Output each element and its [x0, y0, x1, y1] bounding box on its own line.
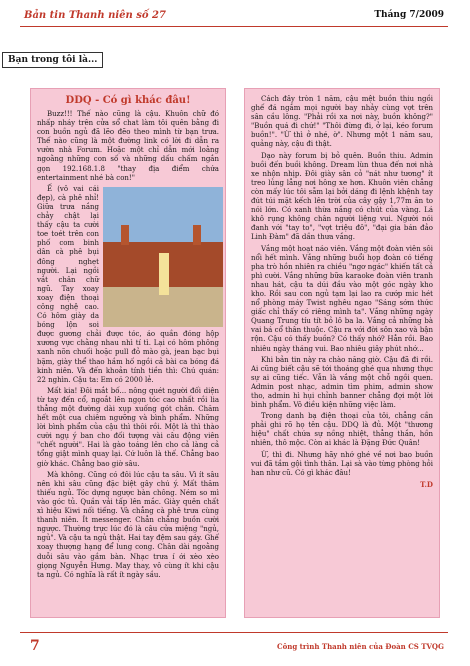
paragraph: Cách đây tròn 1 năm, cậu mệt buồn thiu ngồi ghế đá ngắm mọi người bay nhảy cùng vợt trên sân cầu lông. "Phải rồi xa nơi này, buồn không?" "Buồn quá đi chứ!" "Thôi đừng đi, ở lại, kéo forum buồn!". "Ừ thì ở nhé, ờ". Nhưng một 1 năm sau, quảng này, cậu đi thật. — [251, 95, 433, 149]
paragraph: Ừ, thì đi. Nhưng hãy nhớ ghé về nơi bao buồn vui đã tầm gội tình thân. Lại sà vào từng phòng hỏi han như cũ. Có gì khác đâu! — [251, 450, 433, 477]
article-title: DDQ - Có gì khác đâu! — [65, 95, 191, 106]
paragraph: Trong danh bạ điện thoại của tôi, chẳng cần phải ghi rõ họ tên cậu. DDQ là đủ. Một "thương hiệu" chất chứa sự nồng nhiệt, thẳng thắn, hồn nhiên, thô mộc. Còn ai khác là Đặng Đức Quân! — [251, 412, 433, 448]
article-column-right — [244, 88, 440, 618]
paragraph: Ế (vô vai cái đẹp), cà phê nhỉ! Giữa trưa nắng chảy chật lại thấy cậu ta cười toe toét trên con phố com binh dân cà phê bụi đông nghẹt người. Lại ngồi vắt chân chữ ngũ. Tay xoay xoay điện thoại công nghệ cao. Có hôm giày da bóng lộn soi được gương chải được tóc, áo quần đóng hộp xương vực chằng nhau nhì tí tì. Lại có hôm phông xanh nõn chuối hoặc pull đỏ mào gà, jean bạc bụi bặm, giày thể thao hầm hố ngồi cả bài ca bóng đá kinh niên. Và đến khoản tính tiền thì: Chú quán: 22 nghìn. Cậu ta: Em có 2000 lẻ. — [37, 184, 219, 384]
article-photo — [103, 187, 223, 327]
paragraph: Dạo này forum bị bỏ quên. Buồn thiu. Admin buồi đến buồi không. Dream lùn thua đến nơi nhà xe nhộn nhịp. Đôi giày sân cỏ "nát như tương" ít treo lủng lẳng nơi hông xe hơn. Khuôn viên chẳng còn mấy lúc tôi sẵm lại bởi dáng đi lệnh khệnh tay đút túi mặt kếch lên trời của cây gậy 1,77m ăn to nói lớn. Có xanh thừa nắng có chút của vàng. Lá khô rụng không chân người liệng vui. Người nói đanh với "tay to", "vợt triệu đô", "đại gia bán đảo Linh Đàm" đã dần thưa vắng. — [251, 151, 433, 242]
header-title: Bản tin Thanh niên số 27 — [24, 10, 166, 21]
author-signoff: T.D — [420, 479, 433, 489]
paragraph: Khi bản tin này ra chào năng giờ. Cậu đã đi rồi. Ai cũng biết cậu sẽ tới thoáng ghé qua nhưng thực sự ai cũng tiếc. Vẫn là vắng một chỗ ngồi quen. Admin post nhạc, admin tìm phim, admin show tho, admin hì hụi chỉnh banner chẳng đợi một lời bình phẩm. Vô điều kiện những việc làm. — [251, 355, 433, 410]
photo-person — [159, 253, 169, 295]
photo-tower — [121, 225, 129, 245]
paragraph: Buzz!!! Thế nào cũng là cậu. Khuôn chữ đó nhấp nháy trên cửa sổ chat làm tôi quên bằng đi con buồn ngủ đã lẽo đẽo theo mình từ bạn trưa. Thế nào cũng là một đường link có lời đi dẫn ra vườn nhà Forum. Hoặc một chỉ dẫn mới loằng ngoằng những con số và những dấu chấm ngắn gọn 192.168.1.8 "thay địa điểm chứa entertainment nhé bà con!" — [37, 110, 219, 182]
footer-org: Công trình Thanh niên của Đoàn CS TVQG — [277, 642, 444, 651]
header-rule — [20, 26, 448, 27]
footer-rule — [20, 632, 448, 633]
article-column-left — [30, 88, 226, 618]
section-label: Bạn trong tôi là... — [2, 52, 103, 68]
photo-tower — [193, 225, 201, 245]
header-date: Tháng 7/2009 — [374, 10, 444, 20]
page-number: 7 — [30, 638, 40, 654]
paragraph: Mà không. Cũng có đôi lúc cậu ta sâu. Vì ít sâu nên khi sâu cũng đặc biệt gây chú ý. Mất thăm thiếu ngủ. Tóc dựng ngược bàn chông. Ném so mì vào góc tủ. Quần vải tấp lên mắc. Giày quên chất xì hiệu Kiwi nối tiếng. Và chẳng cà phê trưa cùng thanh niên. Ít messenger. Chẳn chẳng buồn cười ngược. Thường trực lúc đó là câu cửa miệng "ngủ, ngủ". Và cậu ta ngủ thật. Hai tay đệm sau gáy. Ghế xoay thượng hạng để lung cong. Chân dài ngoằng duỗi sâu vào gầm bàn. Nhạc trưa í ới xèo xèo giọng Nguyễn Hưng. May thay, vô cùng ít khi cậu ta ngủ. Có nghĩa là rất ít ngày sầu. — [37, 470, 219, 579]
paragraph: Vắng một hoạt náo viên. Vắng một đoàn viên sôi nổi hết mình. Vắng những buổi họp đoàn có tiếng pha trò hồn nhiên ra chiều "ngơ ngác" khiến tất cả phì cười. Vắng những bữa karaoke đoàn viên tranh nhau hát, cậu ta dúi đầu vào một góc ngày kho kho. Rồi sau con ngủ tạm lại lao ra cướp mic hét nổ phòng máy Twist nghêu ngao "Sáng sớm thức giấc chỉ thấy có riêng mình ta". Vắng những ngày Quang Trung tíu tít bỏ lô ba la. Vắng cả những bà vai bá cổ thân thuộc. Cậu ra với đời sôn xao và bận rộn. Cậu có thấy buồn? Có thấy nhớ? Hẳn rồi. Bao nhiêu ngày tháng vui. Bao nhiêu giây phút nhớ... — [251, 244, 433, 353]
paragraph: Mất kia! Đôi mắt bố... nông quét người đối diện từ tay đến cổ, ngoắt lên ngọn tóc cao nhất rồi lia thẳng một đường dài xụp xuống gót chân. Chăm hết một cua chiêm ngưỡng và bình phẩm. Những lời bình phẩm của cậu thì thôi rồi. Một là thì thào cười ngụ ý ban cho đối tượng vài câu động viên "chết người". Hai là gào toáng lên cho cả làng cả tổng giật mình quay lại. Cứ luôn là thế. Chẳng bao giờ khác. Chẳng bao giờ sâu. — [37, 386, 219, 468]
